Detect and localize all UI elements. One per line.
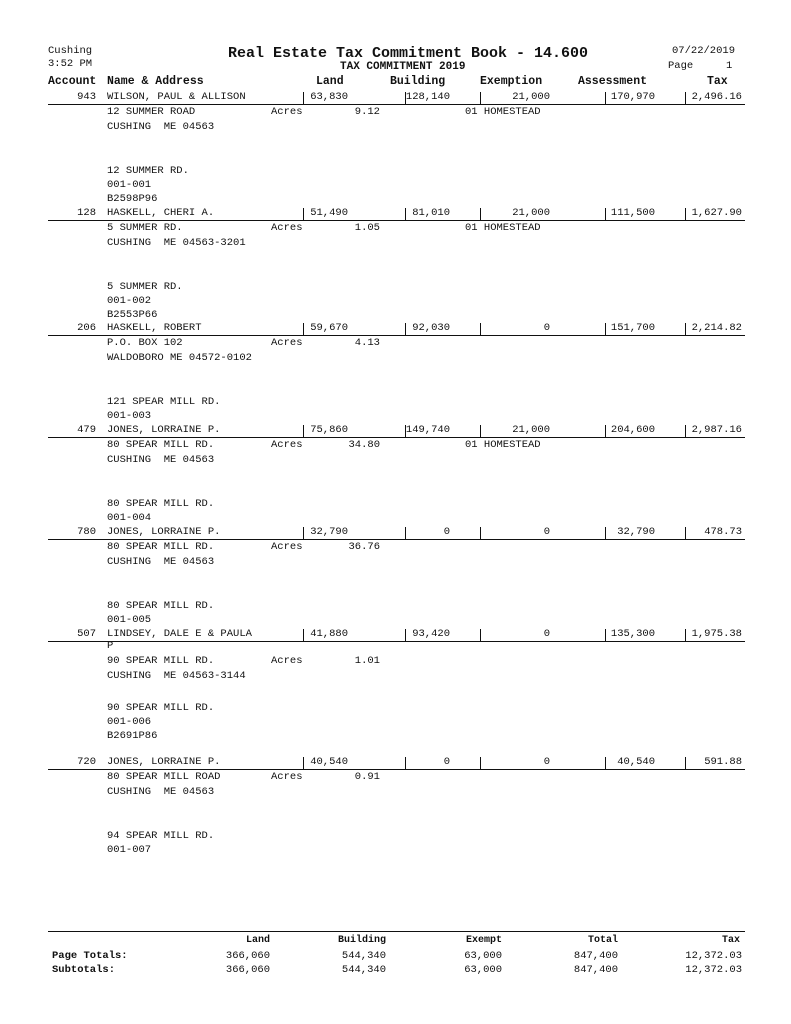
- totals-header-tax: Tax: [721, 935, 740, 946]
- report-title: Real Estate Tax Commitment Book - 14.600: [228, 45, 589, 62]
- record-assessment: 32,790: [617, 526, 655, 538]
- record-account: 479: [77, 424, 96, 436]
- record-tax: 2,987.16: [691, 424, 742, 436]
- record-property-location: 121 SPEAR MILL RD.: [107, 396, 221, 408]
- record-exemption: 0: [543, 628, 550, 640]
- col-building: Building: [390, 75, 446, 88]
- col-name-address: Name & Address: [107, 75, 204, 88]
- record-tax: 2,496.16: [691, 91, 742, 103]
- record-property-location: 80 SPEAR MILL RD.: [107, 600, 215, 612]
- record-city-state-zip: CUSHING ME 04563: [107, 121, 215, 133]
- record-assessment: 40,540: [617, 756, 655, 768]
- record-owner-name: JONES, LORRAINE P.: [107, 756, 221, 768]
- record-mailing-address: P.O. BOX 102: [107, 337, 183, 349]
- record-divider: [48, 539, 745, 540]
- record-acres: 1.05: [354, 222, 380, 234]
- record-exemption: 0: [543, 322, 550, 334]
- record-land: 41,880: [310, 628, 348, 640]
- subtotal-land: 366,060: [225, 964, 270, 976]
- record-building: 92,030: [412, 322, 450, 334]
- page-total-building: 544,340: [341, 950, 386, 962]
- record-acres: 36.76: [348, 541, 380, 553]
- page-number: 1: [726, 60, 733, 72]
- record-building: 81,010: [412, 207, 450, 219]
- record-exempt-code: 01 HOMESTEAD: [465, 439, 541, 451]
- subtotal-building: 544,340: [341, 964, 386, 976]
- page-total-total: 847,400: [573, 950, 618, 962]
- col-assessment: Assessment: [578, 75, 648, 88]
- record-land: 40,540: [310, 756, 348, 768]
- page-totals-label: Page Totals:: [52, 950, 128, 962]
- record-divider: [48, 335, 745, 336]
- record-acres-label: Acres: [271, 655, 303, 667]
- record-acres-label: Acres: [271, 439, 303, 451]
- record-divider: [48, 220, 745, 221]
- record-assessment: 111,500: [610, 207, 655, 219]
- totals-header-land: Land: [245, 935, 270, 946]
- subtotals-label: Subtotals:: [52, 964, 116, 976]
- record-property-location: 94 SPEAR MILL RD.: [107, 830, 215, 842]
- record-owner-name: LINDSEY, DALE E & PAULA: [107, 628, 252, 640]
- record-account: 206: [77, 322, 96, 334]
- record-map-lot: 001-001: [107, 179, 152, 191]
- report-subtitle: TAX COMMITMENT 2019: [340, 61, 466, 73]
- record-exemption: 0: [543, 756, 550, 768]
- record-map-lot: 001-005: [107, 614, 152, 626]
- record-account: 943: [77, 91, 96, 103]
- record-owner-name: HASKELL, ROBERT: [107, 322, 202, 334]
- record-book-page: B2598P96: [107, 193, 158, 205]
- record-divider: [48, 437, 745, 438]
- totals-header-total: Total: [587, 935, 618, 946]
- record-tax: 478.73: [704, 526, 742, 538]
- subtotal-tax: 12,372.03: [685, 964, 742, 976]
- record-land: 75,860: [310, 424, 348, 436]
- record-map-lot: 001-003: [107, 410, 152, 422]
- col-exemption: Exemption: [480, 75, 543, 88]
- record-mailing-address: 80 SPEAR MILL RD.: [107, 541, 215, 553]
- record-property-location: 5 SUMMER RD.: [107, 281, 183, 293]
- record-building: 0: [443, 526, 450, 538]
- page-total-tax: 12,372.03: [685, 950, 742, 962]
- record-owner-name-cont: P: [107, 640, 114, 652]
- record-building: 93,420: [412, 628, 450, 640]
- report-date: 07/22/2019: [672, 45, 736, 57]
- page-total-land: 366,060: [225, 950, 270, 962]
- col-land: Land: [316, 75, 344, 88]
- record-account: 780: [77, 526, 96, 538]
- record-account: 507: [77, 628, 96, 640]
- totals-header-exempt: Exempt: [465, 935, 502, 946]
- record-tax: 591.88: [704, 756, 742, 768]
- record-account: 128: [77, 207, 96, 219]
- record-acres-label: Acres: [271, 771, 303, 783]
- record-land: 51,490: [310, 207, 348, 219]
- record-property-location: 12 SUMMER RD.: [107, 165, 189, 177]
- subtotal-total: 847,400: [573, 964, 618, 976]
- page-label: Page: [668, 60, 694, 72]
- totals-divider: [48, 931, 745, 932]
- record-divider: [48, 769, 745, 770]
- record-owner-name: JONES, LORRAINE P.: [107, 424, 221, 436]
- record-mailing-address: 80 SPEAR MILL ROAD: [107, 771, 221, 783]
- record-book-page: B2553P66: [107, 309, 158, 321]
- record-map-lot: 001-006: [107, 716, 152, 728]
- record-acres: 34.80: [348, 439, 380, 451]
- record-exempt-code: 01 HOMESTEAD: [465, 106, 541, 118]
- record-acres-label: Acres: [271, 337, 303, 349]
- record-mailing-address: 5 SUMMER RD.: [107, 222, 183, 234]
- record-property-location: 80 SPEAR MILL RD.: [107, 498, 215, 510]
- record-land: 32,790: [310, 526, 348, 538]
- record-building: 128,140: [405, 91, 450, 103]
- record-tax: 1,975.38: [691, 628, 742, 640]
- record-land: 59,670: [310, 322, 348, 334]
- record-exemption: 21,000: [512, 207, 550, 219]
- record-book-page: B2691P86: [107, 730, 158, 742]
- record-exempt-code: 01 HOMESTEAD: [465, 222, 541, 234]
- record-city-state-zip: CUSHING ME 04563-3201: [107, 237, 246, 249]
- record-building: 0: [443, 756, 450, 768]
- record-map-lot: 001-004: [107, 512, 152, 524]
- record-divider: [48, 641, 745, 642]
- col-tax: Tax: [707, 75, 728, 88]
- record-mailing-address: 80 SPEAR MILL RD.: [107, 439, 215, 451]
- record-assessment: 135,300: [610, 628, 655, 640]
- record-acres: 1.01: [354, 655, 380, 667]
- town-name: Cushing: [48, 45, 93, 57]
- record-mailing-address: 12 SUMMER ROAD: [107, 106, 196, 118]
- record-mailing-address: 90 SPEAR MILL RD.: [107, 655, 215, 667]
- record-map-lot: 001-002: [107, 295, 152, 307]
- record-acres: 9.12: [354, 106, 380, 118]
- record-tax: 2,214.82: [691, 322, 742, 334]
- record-assessment: 170,970: [610, 91, 655, 103]
- record-acres-label: Acres: [271, 222, 303, 234]
- record-map-lot: 001-007: [107, 844, 152, 856]
- subtotal-exempt: 63,000: [464, 964, 502, 976]
- record-property-location: 90 SPEAR MILL RD.: [107, 702, 215, 714]
- record-account: 720: [77, 756, 96, 768]
- record-city-state-zip: CUSHING ME 04563: [107, 786, 215, 798]
- record-owner-name: WILSON, PAUL & ALLISON: [107, 91, 246, 103]
- record-acres: 0.91: [354, 771, 380, 783]
- page-total-exempt: 63,000: [464, 950, 502, 962]
- report-time: 3:52 PM: [48, 58, 93, 70]
- record-city-state-zip: WALDOBORO ME 04572-0102: [107, 352, 252, 364]
- record-building: 149,740: [405, 424, 450, 436]
- record-owner-name: HASKELL, CHERI A.: [107, 207, 215, 219]
- record-acres: 4.13: [354, 337, 380, 349]
- record-assessment: 204,600: [610, 424, 655, 436]
- record-exemption: 21,000: [512, 424, 550, 436]
- record-city-state-zip: CUSHING ME 04563: [107, 454, 215, 466]
- record-exemption: 21,000: [512, 91, 550, 103]
- record-acres-label: Acres: [271, 541, 303, 553]
- record-city-state-zip: CUSHING ME 04563: [107, 556, 215, 568]
- totals-header-building: Building: [337, 935, 386, 946]
- col-account: Account: [48, 75, 97, 88]
- record-exemption: 0: [543, 526, 550, 538]
- record-tax: 1,627.90: [691, 207, 742, 219]
- record-land: 63,830: [310, 91, 348, 103]
- record-city-state-zip: CUSHING ME 04563-3144: [107, 670, 246, 682]
- record-assessment: 151,700: [610, 322, 655, 334]
- record-divider: [48, 104, 745, 105]
- record-acres-label: Acres: [271, 106, 303, 118]
- record-owner-name: JONES, LORRAINE P.: [107, 526, 221, 538]
